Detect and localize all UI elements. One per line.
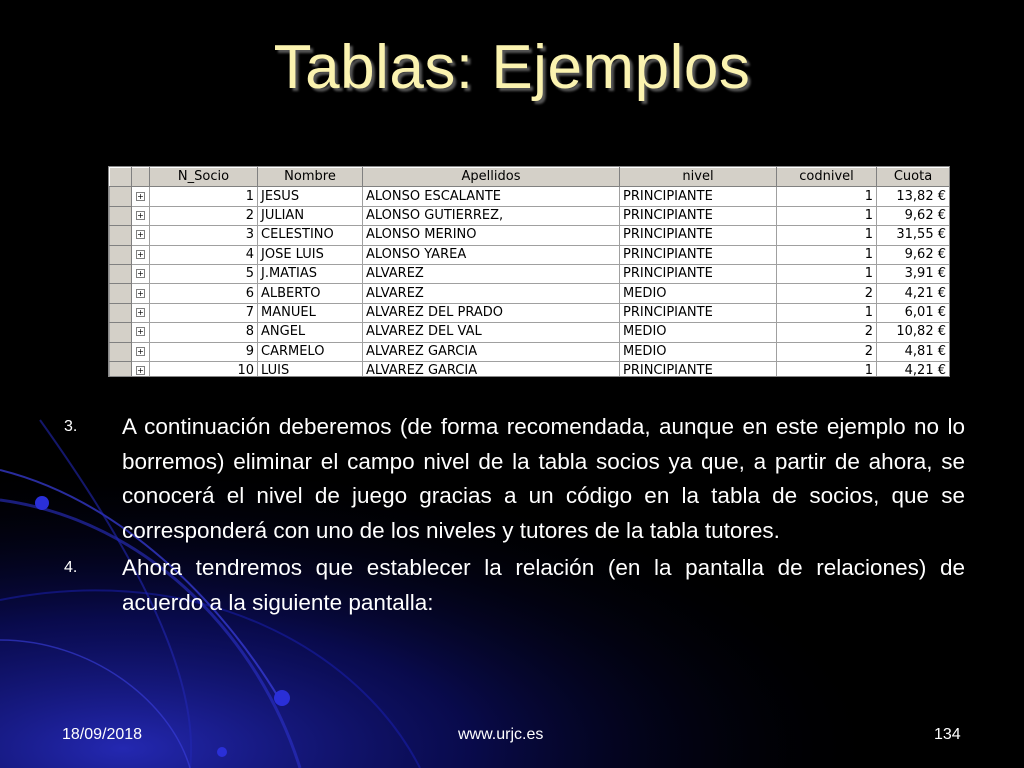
- row-selector[interactable]: [110, 187, 132, 206]
- cell-cuota[interactable]: 4,21 €: [877, 361, 950, 377]
- cell-apellidos[interactable]: ALONSO ESCALANTE: [363, 187, 620, 206]
- cell-apellidos[interactable]: ALONSO MERINO: [363, 226, 620, 245]
- table-row[interactable]: [110, 245, 950, 264]
- corner-selector[interactable]: [110, 168, 132, 187]
- table-row[interactable]: [110, 323, 950, 342]
- expand-plus-icon[interactable]: +: [137, 191, 144, 201]
- col-header-cuota[interactable]: Cuota: [877, 168, 950, 187]
- cell-codnivel[interactable]: 1: [777, 245, 877, 264]
- cell-nivel[interactable]: PRINCIPIANTE: [620, 245, 777, 264]
- cell-codnivel[interactable]: 1: [777, 206, 877, 225]
- cell-nivel[interactable]: MEDIO: [620, 323, 777, 342]
- cell-cuota[interactable]: 13,82 €: [877, 187, 950, 206]
- cell-nombre[interactable]: LUIS: [258, 361, 363, 377]
- col-header-nombre[interactable]: Nombre: [258, 168, 363, 187]
- cell-nombre[interactable]: MANUEL: [258, 303, 363, 322]
- cell-n-socio[interactable]: 1: [150, 187, 258, 206]
- expand-cell[interactable]: [132, 226, 150, 245]
- table-row[interactable]: [110, 264, 950, 283]
- list-item: [60, 551, 965, 620]
- row-selector[interactable]: [110, 245, 132, 264]
- cell-cuota[interactable]: 9,62 €: [877, 245, 950, 264]
- cell-apellidos[interactable]: ALVAREZ DEL PRADO: [363, 303, 620, 322]
- cell-nivel[interactable]: PRINCIPIANTE: [620, 361, 777, 377]
- col-header-nivel[interactable]: nivel: [620, 168, 777, 187]
- list-item: [60, 410, 965, 548]
- row-selector[interactable]: [110, 206, 132, 225]
- table-row[interactable]: [110, 187, 950, 206]
- cell-apellidos[interactable]: ALVAREZ GARCIA: [363, 342, 620, 361]
- cell-nombre[interactable]: JOSE LUIS: [258, 245, 363, 264]
- cell-nombre[interactable]: CELESTINO: [258, 226, 363, 245]
- cell-nombre[interactable]: CARMELO: [258, 342, 363, 361]
- expand-cell[interactable]: [132, 245, 150, 264]
- cell-cuota[interactable]: 9,62 €: [877, 206, 950, 225]
- cell-nivel[interactable]: PRINCIPIANTE: [620, 187, 777, 206]
- access-datasheet: [108, 166, 950, 377]
- expand-cell[interactable]: [132, 264, 150, 283]
- cell-codnivel[interactable]: 1: [777, 226, 877, 245]
- row-selector[interactable]: [110, 226, 132, 245]
- cell-nombre[interactable]: ANGEL: [258, 323, 363, 342]
- cell-n-socio[interactable]: 3: [150, 226, 258, 245]
- expand-cell[interactable]: [132, 323, 150, 342]
- row-selector[interactable]: [110, 361, 132, 377]
- cell-codnivel[interactable]: 1: [777, 303, 877, 322]
- cell-codnivel[interactable]: 1: [777, 187, 877, 206]
- cell-cuota[interactable]: 4,81 €: [877, 342, 950, 361]
- cell-cuota[interactable]: 3,91 €: [877, 264, 950, 283]
- col-header-apellidos[interactable]: Apellidos: [363, 168, 620, 187]
- expand-header: [132, 168, 150, 187]
- expand-plus-icon[interactable]: +: [137, 346, 144, 356]
- list-item-text: A continuación deberemos (de forma recomendada, aunque en este ejemplo no lo borremos) eliminar el campo nivel de la tabla socios ya que, a partir de ahora, se conocerá el nivel de juego gracias a un código en la tabla de socios, que se corresponderá con uno de los niveles y tutores de la tabla tutores.: [122, 414, 965, 543]
- cell-n-socio[interactable]: 4: [150, 245, 258, 264]
- cell-nombre[interactable]: JULIAN: [258, 206, 363, 225]
- cell-apellidos[interactable]: ALONSO YAREA: [363, 245, 620, 264]
- list-marker: 4.: [64, 559, 78, 576]
- cell-nivel[interactable]: PRINCIPIANTE: [620, 206, 777, 225]
- table-row[interactable]: [110, 226, 950, 245]
- cell-n-socio[interactable]: 10: [150, 361, 258, 377]
- col-header-n-socio[interactable]: N_Socio: [150, 168, 258, 187]
- cell-n-socio[interactable]: 2: [150, 206, 258, 225]
- row-selector[interactable]: [110, 284, 132, 303]
- table-row[interactable]: [110, 342, 950, 361]
- row-selector[interactable]: [110, 342, 132, 361]
- expand-plus-icon[interactable]: +: [137, 249, 144, 259]
- row-selector[interactable]: [110, 303, 132, 322]
- cell-nivel[interactable]: MEDIO: [620, 284, 777, 303]
- page-number: 134: [934, 726, 961, 743]
- table-row[interactable]: [110, 303, 950, 322]
- footer-url[interactable]: www.urjc.es: [458, 726, 544, 743]
- cell-nombre[interactable]: ALBERTO: [258, 284, 363, 303]
- slide-title: Tablas: Ejemplos: [273, 33, 751, 102]
- expand-plus-icon[interactable]: +: [137, 288, 144, 298]
- list-marker: 3.: [64, 418, 78, 435]
- cell-n-socio[interactable]: 8: [150, 323, 258, 342]
- expand-cell[interactable]: [132, 342, 150, 361]
- cell-codnivel[interactable]: 1: [777, 264, 877, 283]
- footer-date: 18/09/2018: [62, 726, 143, 743]
- list-item-text: Ahora tendremos que establecer la relación (en la pantalla de relaciones) de acuerdo a la siguiente pantalla:: [122, 555, 965, 615]
- expand-plus-icon[interactable]: +: [137, 210, 144, 220]
- expand-cell[interactable]: [132, 284, 150, 303]
- row-selector[interactable]: [110, 264, 132, 283]
- cell-codnivel[interactable]: 2: [777, 284, 877, 303]
- expand-cell[interactable]: [132, 206, 150, 225]
- cell-apellidos[interactable]: ALONSO GUTIERREZ,: [363, 206, 620, 225]
- cell-codnivel[interactable]: 2: [777, 323, 877, 342]
- cell-nombre[interactable]: JESUS: [258, 187, 363, 206]
- cell-n-socio[interactable]: 7: [150, 303, 258, 322]
- expand-plus-icon[interactable]: +: [137, 327, 144, 337]
- cell-apellidos[interactable]: ALVAREZ: [363, 284, 620, 303]
- cell-nivel[interactable]: PRINCIPIANTE: [620, 264, 777, 283]
- row-selector[interactable]: [110, 323, 132, 342]
- cell-n-socio[interactable]: 9: [150, 342, 258, 361]
- expand-cell[interactable]: [132, 303, 150, 322]
- expand-plus-icon[interactable]: +: [137, 230, 144, 240]
- cell-apellidos[interactable]: ALVAREZ: [363, 264, 620, 283]
- cell-apellidos[interactable]: ALVAREZ GARCIA: [363, 361, 620, 377]
- cell-cuota[interactable]: 4,21 €: [877, 284, 950, 303]
- expand-plus-icon[interactable]: +: [137, 269, 144, 279]
- cell-nivel[interactable]: PRINCIPIANTE: [620, 303, 777, 322]
- cell-nivel[interactable]: PRINCIPIANTE: [620, 226, 777, 245]
- col-header-codnivel[interactable]: codnivel: [777, 168, 877, 187]
- cell-n-socio[interactable]: 5: [150, 264, 258, 283]
- cell-apellidos[interactable]: ALVAREZ DEL VAL: [363, 323, 620, 342]
- bullet-list: [60, 410, 965, 623]
- cell-cuota[interactable]: 31,55 €: [877, 226, 950, 245]
- table-row[interactable]: [110, 206, 950, 225]
- cell-nombre[interactable]: J.MATIAS: [258, 264, 363, 283]
- expand-cell[interactable]: [132, 361, 150, 377]
- table-row[interactable]: [110, 284, 950, 303]
- cell-codnivel[interactable]: 2: [777, 342, 877, 361]
- expand-plus-icon[interactable]: +: [137, 366, 144, 376]
- cell-cuota[interactable]: 10,82 €: [877, 323, 950, 342]
- cell-cuota[interactable]: 6,01 €: [877, 303, 950, 322]
- cell-nivel[interactable]: MEDIO: [620, 342, 777, 361]
- cell-codnivel[interactable]: 1: [777, 361, 877, 377]
- table-row[interactable]: [110, 361, 950, 377]
- cell-n-socio[interactable]: 6: [150, 284, 258, 303]
- expand-cell[interactable]: [132, 187, 150, 206]
- expand-plus-icon[interactable]: +: [137, 307, 144, 317]
